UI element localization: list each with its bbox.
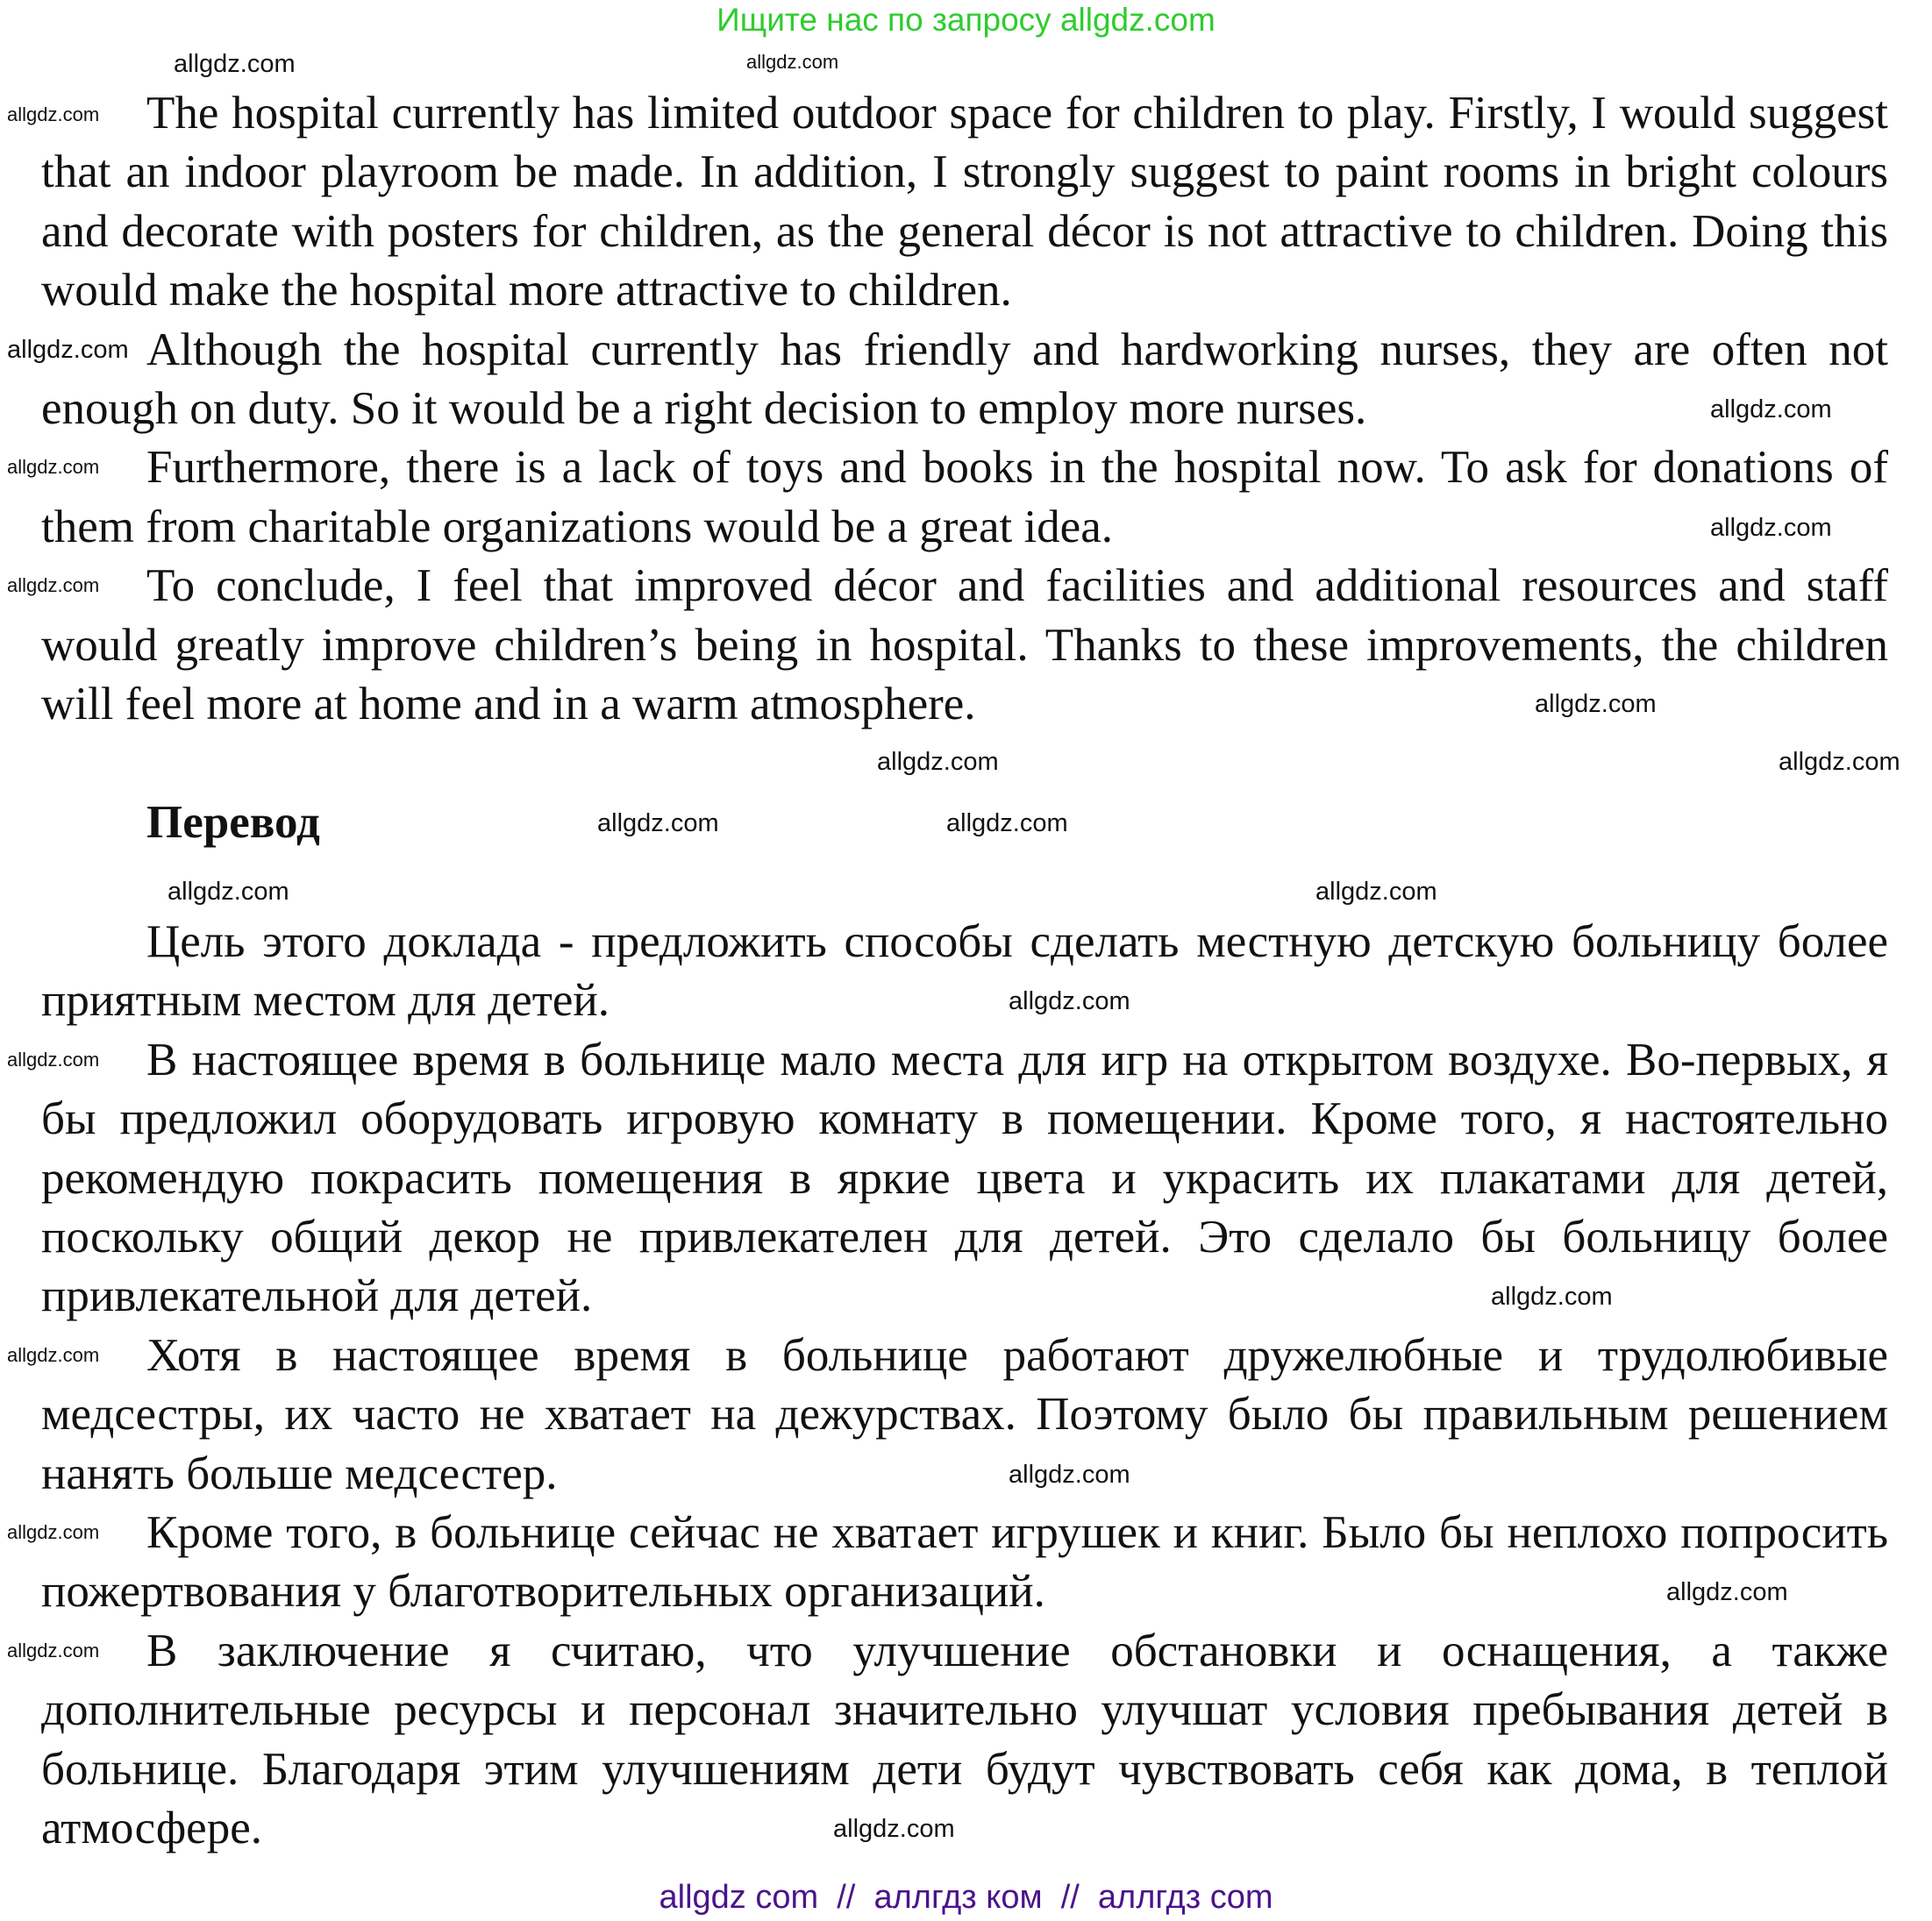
watermark: allgdz.com [1535,690,1657,718]
watermark: allgdz.com [946,809,1068,837]
watermark: allgdz.com [597,809,719,837]
translation-heading: Перевод [146,797,320,848]
watermark: allgdz.com [1009,987,1130,1015]
watermark: allgdz.com [1710,514,1832,542]
watermark: allgdz.com [1710,395,1832,423]
watermark: allgdz.com [7,1521,100,1543]
watermark: allgdz.com [1315,878,1437,906]
watermark: allgdz.com [168,878,289,906]
paragraph: To conclude, I feel that improved décor and facilities and additional resources and staff would greatly improve children’s being in hospital. Thanks to these improvements, the children will feel more at home and in a warm atmosphere. [41,560,1888,730]
watermark: allgdz.com [7,456,100,478]
paragraph: В настоящее время в больнице мало места для игр на открытом воздухе. Во-первых, я бы предложил оборудовать игровую комнату в помещении. Кроме того, я настоятельно рекомендую покрасить помещения в яркие цвета и украсить их плакатами для детей, поскольку общий декор не привлекателен для детей. Это сделало бы больницу более привлекательной для детей. [41,1034,1888,1322]
watermark: allgdz.com [746,51,839,73]
watermark: allgdz.com [7,1640,100,1661]
footer-links: allgdz com // аллгдз ком // аллгдз com [659,1879,1273,1916]
watermark: allgdz.com [1666,1578,1788,1606]
watermark: allgdz.com [1009,1461,1130,1489]
paragraph: Хотя в настоящее время в больнице работают дружелюбные и трудолюбивые медсестры, их часто не хватает на дежурствах. Поэтому было бы правильным решением нанять больше медсестер. [41,1329,1888,1499]
watermark: allgdz.com [1779,748,1900,776]
paragraph: Although the hospital currently has friendly and hardworking nurses, they are often not enough on duty. So it would be a right decision to employ more nurses. [41,324,1888,435]
russian-text [41,913,1888,1859]
paragraph: Кроме того, в больнице сейчас не хватает игрушек и книг. Было бы неплохо попросить пожертвования у благотворительных организаций. [41,1507,1888,1618]
paragraph: Furthermore, there is a lack of toys and books in the hospital now. To ask for donations of them from charitable organizations would be a great idea. [41,442,1888,552]
paragraph: В заключение я считаю, что улучшение обстановки и оснащения, а также дополнительные ресурсы и персонал значительно улучшат условия пребывания детей в больнице. Благодаря этим улучшениям дети будут чувствовать себя как дома, в теплой атмосфере. [41,1625,1888,1854]
watermark: allgdz.com [877,748,999,776]
english-text [41,84,1888,734]
watermark: allgdz.com [7,1344,100,1366]
watermark: allgdz.com [7,1049,100,1071]
watermark: allgdz.com [7,574,100,596]
watermark: allgdz.com [174,50,296,78]
search-promo-header: Ищите нас по запросу allgdz.com [716,2,1216,38]
watermark: allgdz.com [1491,1283,1613,1311]
watermark: allgdz.com [7,103,100,125]
paragraph: The hospital currently has limited outdoor space for children to play. Firstly, I would suggest that an indoor playroom be made. In addition, I strongly suggest to paint rooms in bright colours and decorate with posters for children, as the general décor is not attractive to children. Doing this would make the hospital more attractive to children. [41,88,1888,317]
watermark: allgdz.com [7,336,129,364]
watermark: allgdz.com [833,1815,955,1843]
paragraph: Цель этого доклада - предложить способы сделать местную детскую больницу более приятным местом для детей. [41,916,1888,1027]
